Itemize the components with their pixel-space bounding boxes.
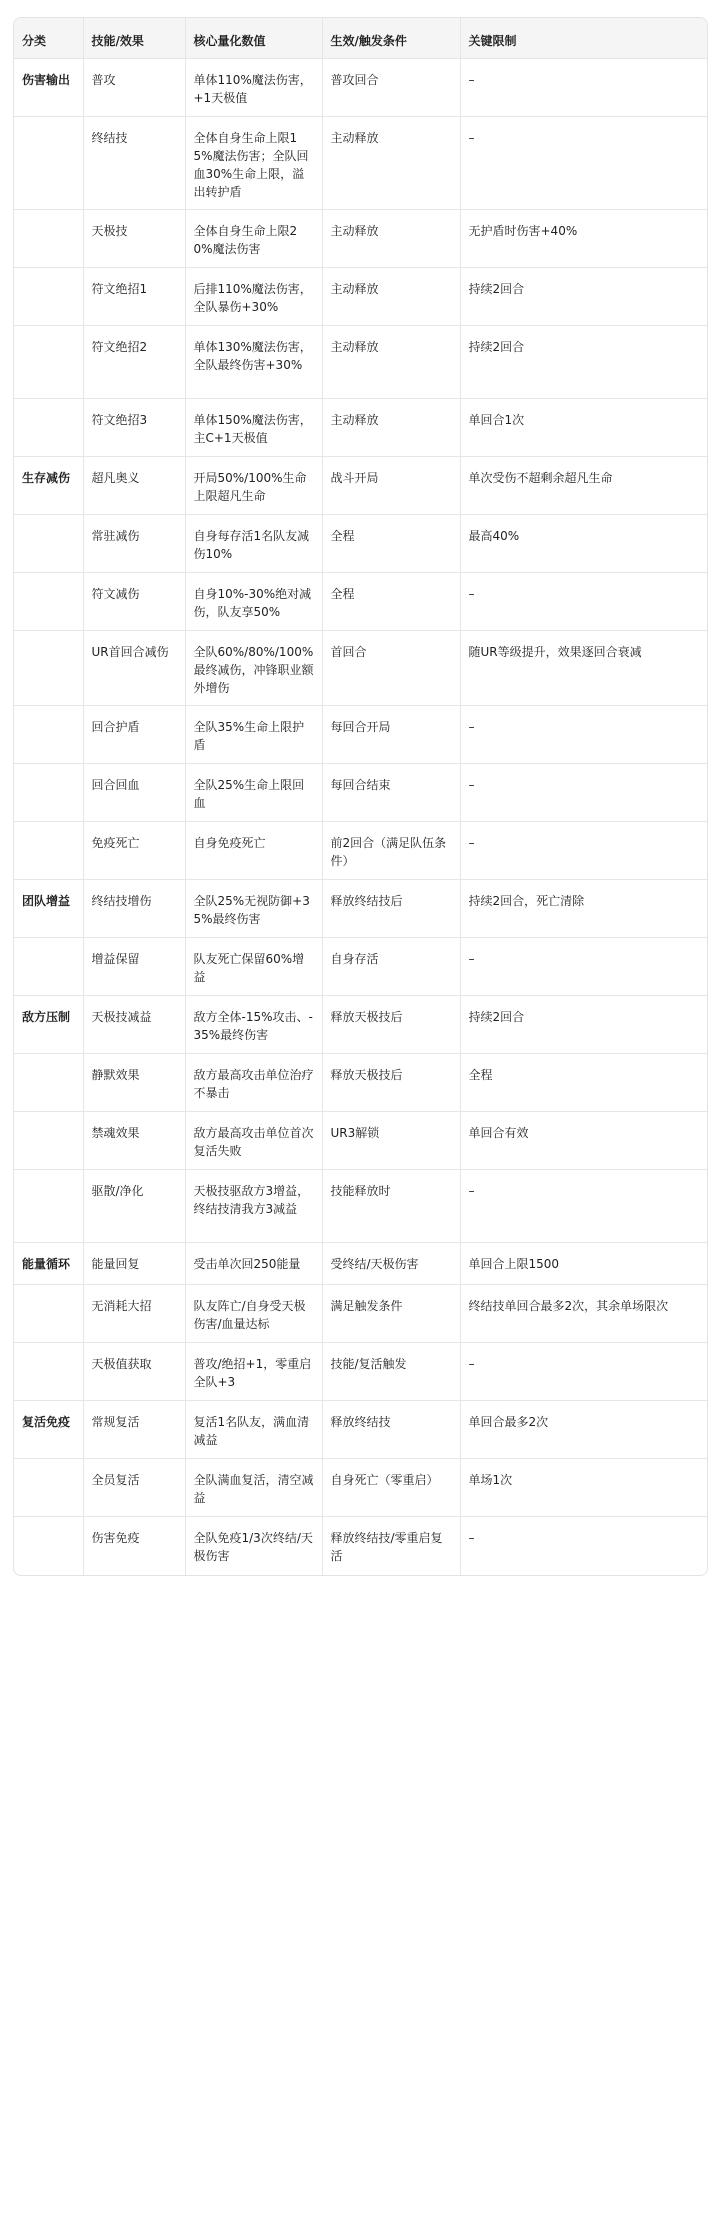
cell-cat: 伤害输出 xyxy=(14,59,83,117)
table-row xyxy=(14,1401,707,1459)
cell-limit: 持续2回合 xyxy=(460,268,707,326)
table-row xyxy=(14,117,707,210)
cell-value: 单体110%魔法伤害，+1天极值 xyxy=(185,59,322,117)
cell-limit: 单次受伤不超剩余超凡生命 xyxy=(460,457,707,515)
table-row xyxy=(14,996,707,1054)
table-row xyxy=(14,1343,707,1401)
cell-skill: 免疫死亡 xyxy=(83,822,185,880)
cell-limit: 单场1次 xyxy=(460,1459,707,1517)
cell-value: 全队60%/80%/100%最终减伤，冲锋职业额外增伤 xyxy=(185,631,322,706)
cell-limit: – xyxy=(460,822,707,880)
cell-skill: 禁魂效果 xyxy=(83,1112,185,1170)
cell-limit: 最高40% xyxy=(460,515,707,573)
header-value: 核心量化数值 xyxy=(185,18,322,59)
cell-skill: 天极技 xyxy=(83,210,185,268)
cell-cat xyxy=(14,515,83,573)
cell-skill: 天极值获取 xyxy=(83,1343,185,1401)
table-row xyxy=(14,1112,707,1170)
table-row xyxy=(14,399,707,457)
table-row xyxy=(14,706,707,764)
table-row xyxy=(14,880,707,938)
cell-cond: 全程 xyxy=(322,515,460,573)
cell-value: 队友阵亡/自身受天极伤害/血量达标 xyxy=(185,1285,322,1343)
cell-value: 自身每存活1名队友减伤10% xyxy=(185,515,322,573)
cell-limit: 全程 xyxy=(460,1054,707,1112)
cell-cond: 自身存活 xyxy=(322,938,460,996)
cell-cond: 战斗开局 xyxy=(322,457,460,515)
table-row xyxy=(14,1517,707,1575)
skill-table-container xyxy=(13,17,708,1576)
cell-skill: 符文绝招2 xyxy=(83,326,185,399)
cell-limit: 持续2回合 xyxy=(460,996,707,1054)
cell-value: 全体自身生命上限20%魔法伤害 xyxy=(185,210,322,268)
cell-skill: 天极技减益 xyxy=(83,996,185,1054)
cell-value: 天极技驱敌方3增益，终结技清我方3减益 xyxy=(185,1170,322,1243)
cell-value: 敌方最高攻击单位首次复活失败 xyxy=(185,1112,322,1170)
cell-cat: 生存减伤 xyxy=(14,457,83,515)
cell-cat xyxy=(14,1517,83,1575)
cell-cond: 每回合结束 xyxy=(322,764,460,822)
cell-cond: 技能/复活触发 xyxy=(322,1343,460,1401)
cell-limit: – xyxy=(460,117,707,210)
cell-value: 全队满血复活，清空减益 xyxy=(185,1459,322,1517)
cell-skill: 驱散/净化 xyxy=(83,1170,185,1243)
table-row xyxy=(14,938,707,996)
cell-limit: – xyxy=(460,1170,707,1243)
cell-skill: 符文绝招1 xyxy=(83,268,185,326)
cell-cond: 自身死亡（零重启） xyxy=(322,1459,460,1517)
cell-cond: UR3解锁 xyxy=(322,1112,460,1170)
header-limit: 关键限制 xyxy=(460,18,707,59)
cell-skill: 符文绝招3 xyxy=(83,399,185,457)
cell-skill: 常驻减伤 xyxy=(83,515,185,573)
cell-cat xyxy=(14,764,83,822)
table-row xyxy=(14,764,707,822)
cell-skill: 无消耗大招 xyxy=(83,1285,185,1343)
cell-limit: 持续2回合，死亡清除 xyxy=(460,880,707,938)
cell-cat xyxy=(14,1459,83,1517)
cell-value: 自身免疫死亡 xyxy=(185,822,322,880)
cell-limit: – xyxy=(460,938,707,996)
cell-skill: 常规复活 xyxy=(83,1401,185,1459)
header-category: 分类 xyxy=(14,18,83,59)
table-row xyxy=(14,1054,707,1112)
cell-cond: 释放终结技后 xyxy=(322,880,460,938)
cell-limit: 单回合最多2次 xyxy=(460,1401,707,1459)
cell-skill: 终结技 xyxy=(83,117,185,210)
table-row xyxy=(14,515,707,573)
cell-cat xyxy=(14,1343,83,1401)
cell-cat xyxy=(14,326,83,399)
cell-limit: – xyxy=(468,1531,475,1545)
table-row xyxy=(14,1243,707,1285)
cell-value: 复活1名队友，满血清减益 xyxy=(185,1401,322,1459)
table-row xyxy=(14,268,707,326)
cell-skill: 静默效果 xyxy=(83,1054,185,1112)
cell-cond: 主动释放 xyxy=(322,210,460,268)
cell-cond: 满足触发条件 xyxy=(322,1285,460,1343)
cell-cat: 团队增益 xyxy=(14,880,83,938)
cell-skill: 终结技增伤 xyxy=(83,880,185,938)
cell-cond: 释放终结技 xyxy=(322,1401,460,1459)
table-header-row xyxy=(14,18,707,59)
cell-cond: 首回合 xyxy=(322,631,460,706)
skill-table xyxy=(14,18,707,1575)
cell-value: 队友死亡保留60%增益 xyxy=(185,938,322,996)
cell-value: 敌方全体-15%攻击、-35%最终伤害 xyxy=(185,996,322,1054)
cell-limit: 单回合上限1500 xyxy=(460,1243,707,1285)
header-condition: 生效/触发条件 xyxy=(322,18,460,59)
table-row xyxy=(14,1285,707,1343)
table-row xyxy=(14,326,707,399)
cell-limit: 终结技单回合最多2次，其余单场限次 xyxy=(460,1285,707,1343)
cell-cond: 释放天极技后 xyxy=(322,1054,460,1112)
cell-cond: 主动释放 xyxy=(322,399,460,457)
cell-cat xyxy=(14,1112,83,1170)
cell-cat xyxy=(14,1054,83,1112)
header-skill: 技能/效果 xyxy=(83,18,185,59)
cell-limit: 单回合有效 xyxy=(460,1112,707,1170)
cell-cat xyxy=(14,399,83,457)
cell-cat xyxy=(14,117,83,210)
cell-skill: 符文减伤 xyxy=(83,573,185,631)
cell-value: 全队35%生命上限护盾 xyxy=(185,706,322,764)
cell-cond: 主动释放 xyxy=(322,268,460,326)
cell-cat: 能量循环 xyxy=(14,1243,83,1285)
table-body xyxy=(14,59,707,1575)
cell-cond: 释放天极技后 xyxy=(322,996,460,1054)
cell-cat xyxy=(14,938,83,996)
cell-value: 开局50%/100%生命上限超凡生命 xyxy=(185,457,322,515)
table-row xyxy=(14,1459,707,1517)
cell-value: 敌方最高攻击单位治疗不暴击 xyxy=(185,1054,322,1112)
cell-skill: 回合护盾 xyxy=(83,706,185,764)
cell-limit: – xyxy=(460,573,707,631)
cell-value: 全体自身生命上限15%魔法伤害；全队回血30%生命上限，溢出转护盾 xyxy=(185,117,322,210)
cell-skill: 普攻 xyxy=(83,59,185,117)
table-row xyxy=(14,822,707,880)
cell-limit: 单回合1次 xyxy=(460,399,707,457)
cell-cat xyxy=(14,631,83,706)
cell-skill: 伤害免疫 xyxy=(83,1517,185,1575)
cell-cond: 主动释放 xyxy=(322,326,460,399)
cell-cat xyxy=(14,822,83,880)
cell-skill: 能量回复 xyxy=(83,1243,185,1285)
cell-value: 后排110%魔法伤害，全队暴伤+30% xyxy=(185,268,322,326)
cell-cat xyxy=(14,706,83,764)
cell-limit: 持续2回合 xyxy=(460,326,707,399)
cell-cond: 前2回合（满足队伍条件） xyxy=(322,822,460,880)
cell-cond: 每回合开局 xyxy=(322,706,460,764)
cell-cond: 释放终结技/零重启复活 xyxy=(322,1517,460,1575)
table-row xyxy=(14,573,707,631)
cell-skill: 超凡奥义 xyxy=(83,457,185,515)
cell-skill: 回合回血 xyxy=(83,764,185,822)
cell-cond: 受终结/天极伤害 xyxy=(322,1243,460,1285)
cell-cond: 普攻回合 xyxy=(322,59,460,117)
cell-limit: – xyxy=(460,706,707,764)
table-row xyxy=(14,210,707,268)
table-row xyxy=(14,457,707,515)
cell-cat xyxy=(14,1170,83,1243)
cell-limit: 无护盾时伤害+40% xyxy=(460,210,707,268)
cell-limit: – xyxy=(460,1343,707,1401)
cell-cat: 复活免疫 xyxy=(14,1401,83,1459)
cell-value: 全队免疫1/3次终结/天极伤害 xyxy=(185,1517,322,1575)
cell-cond: 技能释放时 xyxy=(322,1170,460,1243)
cell-limit: 随UR等级提升，效果逐回合衰减 xyxy=(460,631,707,706)
cell-value: 全队25%无视防御+35%最终伤害 xyxy=(185,880,322,938)
cell-skill: UR首回合减伤 xyxy=(83,631,185,706)
cell-value: 单体150%魔法伤害，主C+1天极值 xyxy=(185,399,322,457)
cell-value: 普攻/绝招+1，零重启全队+3 xyxy=(185,1343,322,1401)
cell-cond: 全程 xyxy=(322,573,460,631)
cell-cat xyxy=(14,268,83,326)
table-row xyxy=(14,1170,707,1243)
cell-cat xyxy=(14,1285,83,1343)
cell-cat xyxy=(14,210,83,268)
cell-skill: 全员复活 xyxy=(83,1459,185,1517)
cell-cat: 敌方压制 xyxy=(14,996,83,1054)
cell-value: 单体130%魔法伤害，全队最终伤害+30% xyxy=(185,326,322,399)
cell-cond: 主动释放 xyxy=(322,117,460,210)
cell-skill: 增益保留 xyxy=(83,938,185,996)
cell-value: 自身10%-30%绝对减伤，队友享50% xyxy=(185,573,322,631)
table-row xyxy=(14,59,707,117)
cell-cat xyxy=(14,573,83,631)
table-row xyxy=(14,631,707,706)
cell-value: 全队25%生命上限回血 xyxy=(185,764,322,822)
cell-value: 受击单次回250能量 xyxy=(185,1243,322,1285)
cell-limit: – xyxy=(460,59,707,117)
cell-limit: – xyxy=(460,764,707,822)
